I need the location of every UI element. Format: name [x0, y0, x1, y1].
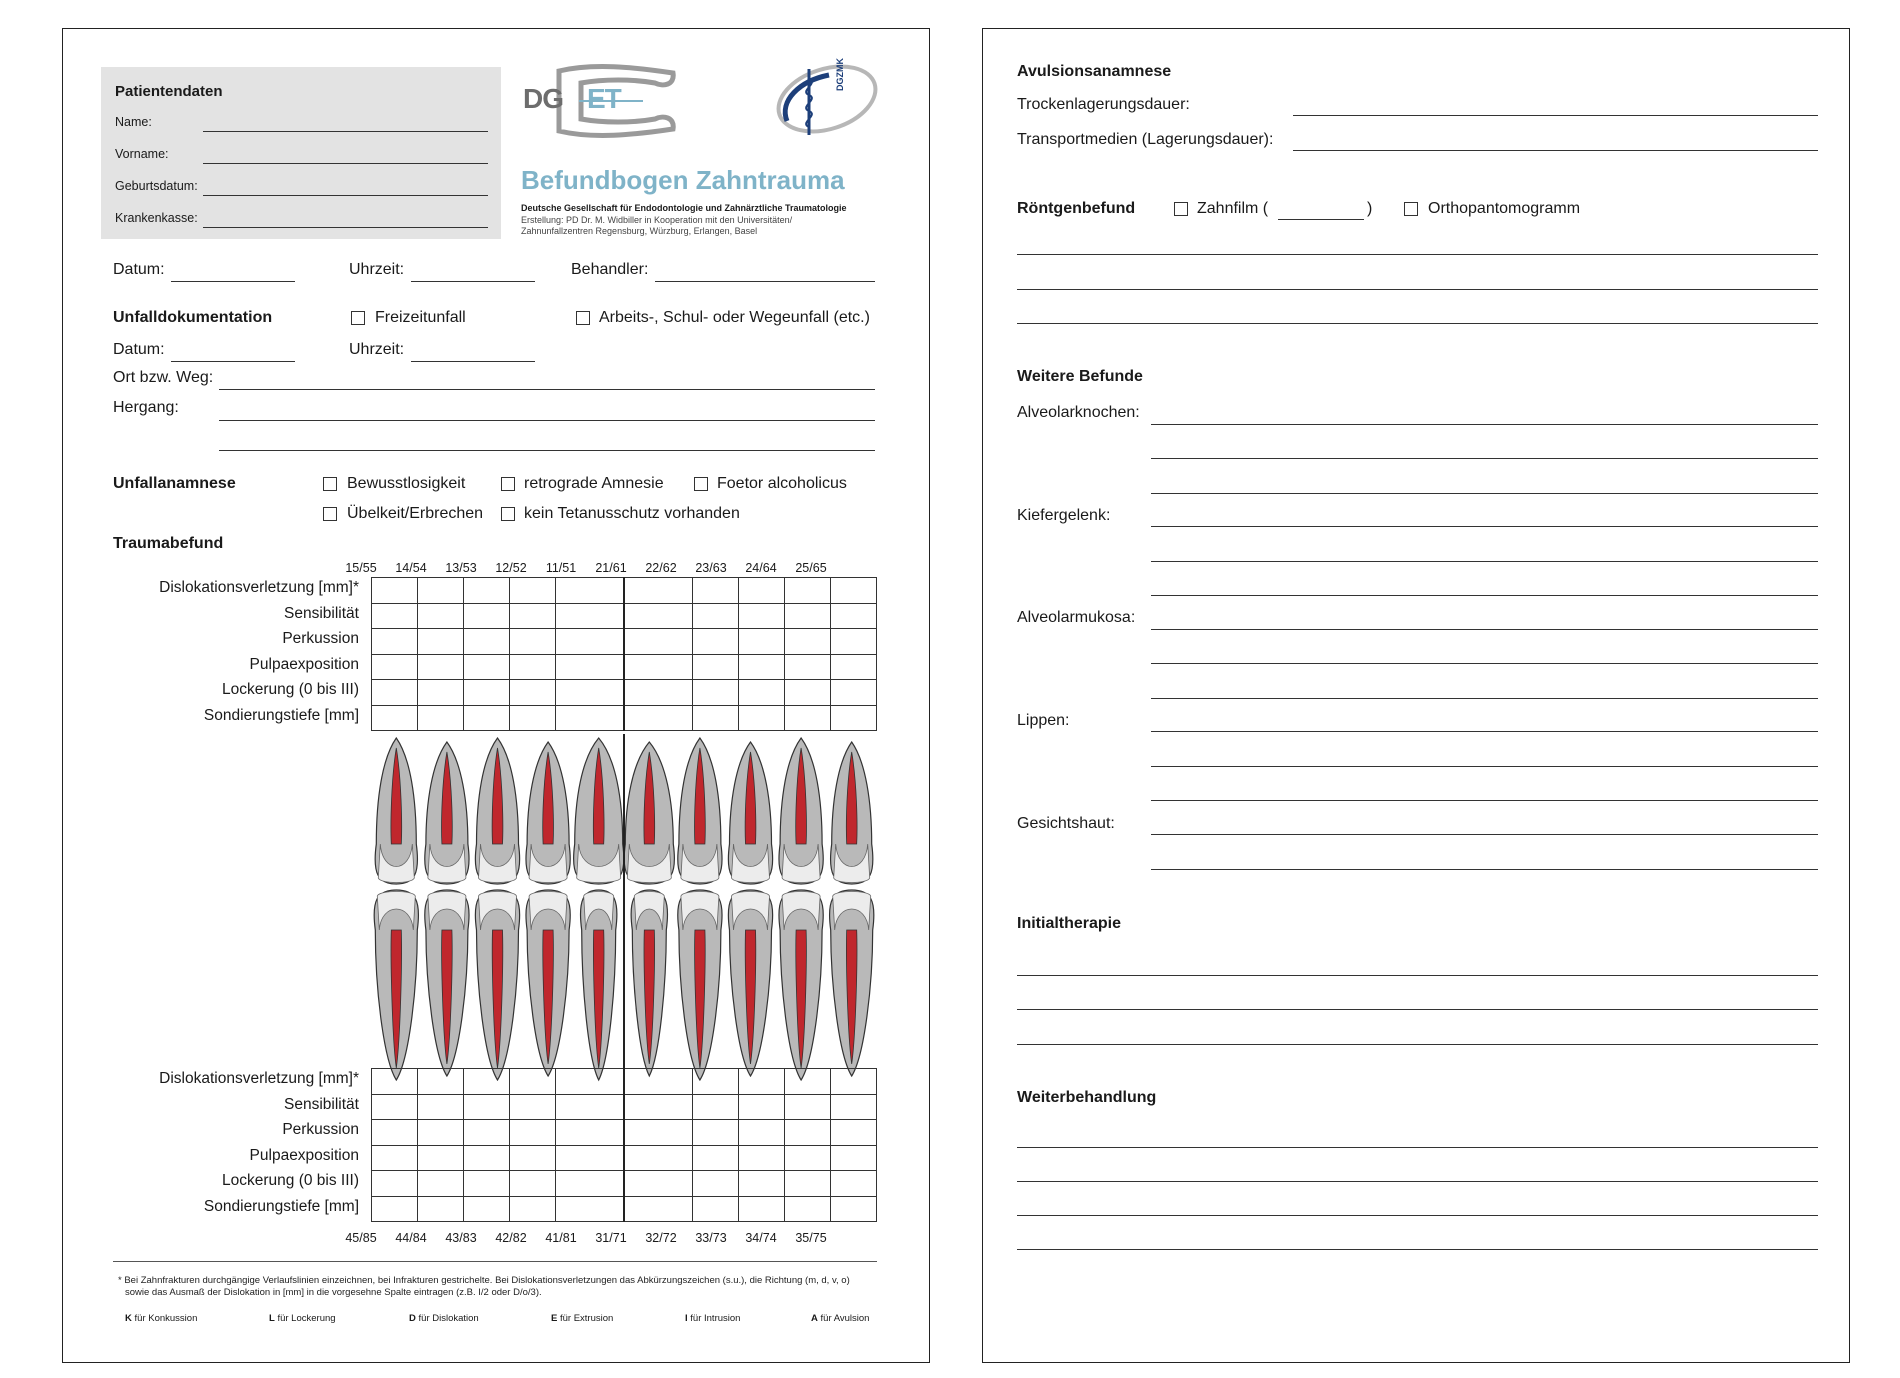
grid-cell[interactable] — [693, 1145, 739, 1171]
grid-cell[interactable] — [509, 680, 555, 706]
org-name: Deutsche Gesellschaft für Endodontologie und Zahnärztliche Traumatologie — [521, 203, 847, 213]
avulsion-heading: Avulsionsanamnese — [1017, 63, 1172, 80]
trocken-label: Trockenlagerungsdauer: — [1017, 96, 1190, 113]
grid-cell[interactable] — [417, 629, 463, 655]
grid-cell[interactable] — [372, 629, 418, 655]
tooth-number: 12/52 — [495, 561, 527, 575]
grid-cell[interactable] — [739, 1069, 785, 1095]
zahnfilm-close: ) — [1367, 200, 1373, 217]
alveolarmukosa-field-3[interactable] — [1151, 698, 1818, 699]
grid-cell[interactable] — [372, 1145, 418, 1171]
grid-cell[interactable] — [417, 603, 463, 629]
gesichtshaut-field-2[interactable] — [1151, 869, 1818, 870]
grid-row — [372, 578, 877, 604]
geburtsdatum-field[interactable] — [203, 195, 488, 196]
opg-label: Orthopantomogramm — [1428, 200, 1581, 217]
bewusstlosigkeit-checkbox[interactable] — [323, 477, 337, 491]
uebelkeit-label: Übelkeit/Erbrechen — [347, 505, 484, 522]
ort-field[interactable] — [219, 389, 875, 390]
grid-cell[interactable] — [624, 1120, 693, 1146]
tetanus-label: kein Tetanusschutz vorhanden — [524, 505, 740, 522]
arbeit-label: Arbeits-, Schul- oder Wegeunfall (etc.) — [599, 309, 870, 326]
upper-row-label: Sensibilität — [284, 605, 359, 622]
grid-cell[interactable] — [555, 1094, 624, 1120]
grid-cell[interactable] — [372, 1094, 418, 1120]
weiterbehandlung-heading: Weiterbehandlung — [1017, 1089, 1157, 1106]
tooth-number: 44/84 — [395, 1231, 427, 1245]
grid-row — [372, 603, 877, 629]
grid-cell[interactable] — [693, 1171, 739, 1197]
grid-cell[interactable] — [417, 1120, 463, 1146]
tooth-number: 43/83 — [445, 1231, 477, 1245]
unfall-uhrzeit-field[interactable] — [411, 361, 535, 362]
alveolarknochen-label: Alveolarknochen: — [1017, 404, 1140, 421]
dgzmk-logo — [769, 58, 879, 141]
tooth-number: 35/75 — [795, 1231, 827, 1245]
grid-cell[interactable] — [372, 705, 418, 731]
freizeit-label: Freizeitunfall — [375, 309, 466, 326]
bewusstlosigkeit-label: Bewusstlosigkeit — [347, 475, 466, 492]
grid-cell[interactable] — [509, 1069, 555, 1095]
grid-row — [372, 1094, 877, 1120]
grid-cell[interactable] — [693, 1094, 739, 1120]
kiefergelenk-field-2[interactable] — [1151, 561, 1818, 562]
grid-cell[interactable] — [624, 1196, 693, 1222]
grid-cell[interactable] — [739, 1196, 785, 1222]
grid-cell[interactable] — [739, 1094, 785, 1120]
grid-cell[interactable] — [372, 578, 418, 604]
weitere-heading: Weitere Befunde — [1017, 368, 1143, 385]
gesichtshaut-field-1[interactable] — [1151, 834, 1818, 835]
lower-row-label: Pulpaexposition — [249, 1147, 359, 1164]
grid-cell[interactable] — [693, 705, 739, 731]
form-page-1 — [62, 28, 930, 1363]
roentgen-line-2[interactable] — [1017, 289, 1818, 290]
grid-cell[interactable] — [509, 1196, 555, 1222]
tooth-number: 13/53 — [445, 561, 477, 575]
amnesie-checkbox[interactable] — [501, 477, 515, 491]
dget-logo-et: ET — [587, 83, 621, 114]
grid-cell[interactable] — [785, 1145, 831, 1171]
grid-cell[interactable] — [739, 603, 785, 629]
unfall-datum-field[interactable] — [171, 361, 295, 362]
grid-cell[interactable] — [372, 1069, 418, 1095]
grid-cell[interactable] — [831, 654, 877, 680]
vorname-field[interactable] — [203, 163, 488, 164]
grid-cell[interactable] — [463, 705, 509, 731]
grid-cell[interactable] — [463, 1171, 509, 1197]
unfall-uhrzeit-label: Uhrzeit: — [349, 341, 405, 358]
krankenkasse-field[interactable] — [203, 227, 488, 228]
krankenkasse-label: Krankenkasse: — [115, 211, 198, 225]
grid-cell[interactable] — [785, 629, 831, 655]
tooth-number: 34/74 — [745, 1231, 777, 1245]
grid-cell[interactable] — [624, 1094, 693, 1120]
roentgen-line-3[interactable] — [1017, 323, 1818, 324]
grid-cell[interactable] — [555, 1196, 624, 1222]
alveolarknochen-field-2[interactable] — [1151, 458, 1818, 459]
alveolarmukosa-field-1[interactable] — [1151, 629, 1818, 630]
upper-row-label: Dislokationsverletzung [mm]* — [159, 579, 359, 596]
grid-cell[interactable] — [417, 680, 463, 706]
grid-cell[interactable] — [509, 603, 555, 629]
tooth-number: 31/71 — [595, 1231, 627, 1245]
grid-cell[interactable] — [739, 654, 785, 680]
grid-cell[interactable] — [624, 603, 693, 629]
grid-cell[interactable] — [831, 578, 877, 604]
grid-cell[interactable] — [785, 654, 831, 680]
weiterbehandlung-line-3[interactable] — [1017, 1215, 1818, 1216]
ort-label: Ort bzw. Weg: — [113, 369, 214, 386]
tooth-number: 32/72 — [645, 1231, 677, 1245]
upper-row-label: Perkussion — [282, 630, 359, 647]
grid-cell[interactable] — [509, 629, 555, 655]
grid-cell[interactable] — [624, 654, 693, 680]
grid-cell[interactable] — [624, 629, 693, 655]
grid-cell[interactable] — [831, 629, 877, 655]
tooth-number: 25/65 — [795, 561, 827, 575]
lippen-field-1[interactable] — [1151, 731, 1818, 732]
patient-heading: Patientendaten — [115, 83, 223, 100]
grid-cell[interactable] — [693, 629, 739, 655]
weiterbehandlung-line-2[interactable] — [1017, 1181, 1818, 1182]
grid-cell[interactable] — [417, 1196, 463, 1222]
lower-row-label: Perkussion — [282, 1121, 359, 1138]
hergang-label: Hergang: — [113, 399, 179, 416]
behandler-label: Behandler: — [571, 261, 649, 278]
grid-cell[interactable] — [831, 1145, 877, 1171]
grid-cell[interactable] — [463, 1145, 509, 1171]
kiefergelenk-field-1[interactable] — [1151, 526, 1818, 527]
transport-field[interactable] — [1293, 150, 1818, 151]
grid-cell[interactable] — [555, 1120, 624, 1146]
grid-cell[interactable] — [624, 578, 693, 604]
grid-cell[interactable] — [624, 1145, 693, 1171]
grid-cell[interactable] — [372, 1171, 418, 1197]
form-title: Befundbogen Zahntrauma — [521, 165, 845, 195]
initial-line-1[interactable] — [1017, 975, 1818, 976]
grid-cell[interactable] — [509, 654, 555, 680]
opg-checkbox[interactable] — [1404, 202, 1418, 216]
uhrzeit-field[interactable] — [411, 281, 535, 282]
behandler-field[interactable] — [655, 281, 875, 282]
grid-cell[interactable] — [739, 1120, 785, 1146]
uhrzeit-label: Uhrzeit: — [349, 261, 405, 278]
grid-cell[interactable] — [372, 1120, 418, 1146]
grid-cell[interactable] — [831, 1120, 877, 1146]
grid-cell[interactable] — [624, 680, 693, 706]
unfalldoku-heading: Unfalldokumentation — [113, 309, 273, 326]
grid-cell[interactable] — [463, 578, 509, 604]
lippen-field-3[interactable] — [1151, 800, 1818, 801]
dget-logo-dg: DG — [523, 83, 563, 114]
grid-cell[interactable] — [417, 654, 463, 680]
upper-row-label: Lockerung (0 bis III) — [222, 681, 359, 698]
grid-cell[interactable] — [739, 1171, 785, 1197]
grid-cell[interactable] — [831, 1094, 877, 1120]
kiefergelenk-field-3[interactable] — [1151, 595, 1818, 596]
grid-cell[interactable] — [417, 1069, 463, 1095]
patient-data-box — [101, 67, 501, 239]
tooth-number: 42/82 — [495, 1231, 527, 1245]
grid-cell[interactable] — [463, 603, 509, 629]
tooth-number: 45/85 — [345, 1231, 377, 1245]
grid-cell[interactable] — [555, 1069, 624, 1095]
grid-cell[interactable] — [693, 578, 739, 604]
grid-cell[interactable] — [555, 705, 624, 731]
grid-cell[interactable] — [509, 705, 555, 731]
hergang-field-1[interactable] — [219, 420, 875, 421]
vorname-label: Vorname: — [115, 147, 169, 161]
grid-cell[interactable] — [555, 629, 624, 655]
legend-item: E für Extrusion — [551, 1313, 614, 1324]
grid-cell[interactable] — [555, 578, 624, 604]
tooth-number: 41/81 — [545, 1231, 577, 1245]
grid-cell[interactable] — [831, 1069, 877, 1095]
grid-row — [372, 1069, 877, 1095]
transport-label: Transportmedien (Lagerungsdauer): — [1017, 131, 1274, 148]
grid-cell[interactable] — [785, 1120, 831, 1146]
grid-cell[interactable] — [509, 1120, 555, 1146]
dgzmk-logo-text: DGZMK — [835, 58, 845, 91]
zahnfilm-label: Zahnfilm ( — [1197, 200, 1269, 217]
grid-cell[interactable] — [509, 1171, 555, 1197]
legend-item: K für Konkussion — [125, 1313, 198, 1324]
grid-cell[interactable] — [463, 680, 509, 706]
grid-cell[interactable] — [739, 578, 785, 604]
name-field[interactable] — [203, 131, 488, 132]
tooth-number: 15/55 — [345, 561, 377, 575]
grid-cell[interactable] — [372, 603, 418, 629]
lower-row-label: Sensibilität — [284, 1096, 359, 1113]
grid-cell[interactable] — [785, 1196, 831, 1222]
freizeit-checkbox[interactable] — [351, 311, 365, 325]
grid-cell[interactable] — [372, 654, 418, 680]
grid-cell[interactable] — [463, 1069, 509, 1095]
grid-row — [372, 654, 877, 680]
initial-line-3[interactable] — [1017, 1044, 1818, 1045]
grid-cell[interactable] — [463, 1196, 509, 1222]
alveolarmukosa-field-2[interactable] — [1151, 663, 1818, 664]
arbeit-checkbox[interactable] — [576, 311, 590, 325]
grid-row — [372, 629, 877, 655]
legend-item: A für Avulsion — [811, 1313, 870, 1324]
footnote-line-2: sowie das Ausmaß der Dislokation in [mm] in die vorgesehne Spalte eintragen (z.B. I/2 oder D/o/3). — [125, 1287, 542, 1298]
tooth-number: 24/64 — [745, 561, 777, 575]
grid-cell[interactable] — [831, 705, 877, 731]
traumabefund-heading: Traumabefund — [113, 535, 224, 552]
upper-findings-grid[interactable] — [371, 577, 877, 731]
unfallanamnese-heading: Unfallanamnese — [113, 475, 236, 492]
grid-cell[interactable] — [509, 1094, 555, 1120]
grid-cell[interactable] — [555, 1171, 624, 1197]
lower-row-label: Sondierungstiefe [mm] — [203, 1198, 359, 1215]
grid-cell[interactable] — [555, 680, 624, 706]
legend-item: L für Lockerung — [269, 1313, 336, 1324]
grid-row — [372, 1171, 877, 1197]
grid-cell[interactable] — [417, 1094, 463, 1120]
grid-cell[interactable] — [785, 1094, 831, 1120]
name-label: Name: — [115, 115, 152, 129]
form-page-2 — [982, 28, 1850, 1363]
initial-heading: Initialtherapie — [1017, 915, 1122, 932]
grid-cell[interactable] — [831, 1171, 877, 1197]
teeth-diagram — [371, 734, 877, 1086]
credit-line-1: Erstellung: PD Dr. M. Widbiller in Kooperation mit den Universitäten/ — [521, 215, 793, 225]
grid-cell[interactable] — [693, 1196, 739, 1222]
alveolarmukosa-label: Alveolarmukosa: — [1017, 609, 1136, 626]
grid-cell[interactable] — [372, 1196, 418, 1222]
zahnfilm-checkbox[interactable] — [1174, 202, 1188, 216]
tooth-number: 11/51 — [545, 561, 577, 575]
alveolarknochen-field-1[interactable] — [1151, 424, 1818, 425]
grid-cell[interactable] — [624, 1069, 693, 1095]
grid-cell[interactable] — [693, 1069, 739, 1095]
grid-cell[interactable] — [417, 1145, 463, 1171]
grid-cell[interactable] — [417, 705, 463, 731]
grid-cell[interactable] — [463, 629, 509, 655]
grid-cell[interactable] — [693, 603, 739, 629]
grid-cell[interactable] — [739, 705, 785, 731]
grid-cell[interactable] — [624, 1171, 693, 1197]
hergang-field-2[interactable] — [219, 450, 875, 451]
grid-cell[interactable] — [555, 603, 624, 629]
tetanus-checkbox[interactable] — [501, 507, 515, 521]
weiterbehandlung-line-1[interactable] — [1017, 1147, 1818, 1148]
datum-field[interactable] — [171, 281, 295, 282]
weiterbehandlung-line-4[interactable] — [1017, 1249, 1818, 1250]
grid-cell[interactable] — [372, 680, 418, 706]
tooth-number: 33/73 — [695, 1231, 727, 1245]
trocken-field[interactable] — [1293, 115, 1818, 116]
grid-cell[interactable] — [555, 654, 624, 680]
lippen-label: Lippen: — [1017, 712, 1070, 729]
lippen-field-2[interactable] — [1151, 766, 1818, 767]
grid-cell[interactable] — [509, 578, 555, 604]
tooth-number: 21/61 — [595, 561, 627, 575]
grid-row — [372, 680, 877, 706]
upper-row-label: Sondierungstiefe [mm] — [203, 707, 359, 724]
grid-cell[interactable] — [555, 1145, 624, 1171]
lower-row-label: Lockerung (0 bis III) — [222, 1172, 359, 1189]
grid-cell[interactable] — [785, 1069, 831, 1095]
grid-cell[interactable] — [417, 578, 463, 604]
geburtsdatum-label: Geburtsdatum: — [115, 179, 198, 193]
grid-cell[interactable] — [463, 654, 509, 680]
grid-cell[interactable] — [739, 1145, 785, 1171]
grid-cell[interactable] — [785, 578, 831, 604]
grid-cell[interactable] — [739, 680, 785, 706]
dget-logo — [523, 61, 703, 141]
grid-row — [372, 1120, 877, 1146]
footer-divider — [113, 1261, 877, 1262]
unfall-datum-label: Datum: — [113, 341, 165, 358]
lower-findings-grid[interactable] — [371, 1068, 877, 1222]
amnesie-label: retrograde Amnesie — [524, 475, 664, 492]
upper-row-label: Pulpaexposition — [249, 656, 359, 673]
grid-cell[interactable] — [509, 1145, 555, 1171]
grid-cell[interactable] — [693, 654, 739, 680]
grid-cell[interactable] — [417, 1171, 463, 1197]
grid-cell[interactable] — [785, 705, 831, 731]
initial-line-2[interactable] — [1017, 1009, 1818, 1010]
grid-row — [372, 705, 877, 731]
grid-cell[interactable] — [463, 1094, 509, 1120]
gesichtshaut-label: Gesichtshaut: — [1017, 815, 1115, 832]
tooth-number: 14/54 — [395, 561, 427, 575]
roentgen-heading: Röntgenbefund — [1017, 200, 1136, 217]
tooth-number: 22/62 — [645, 561, 677, 575]
lower-row-label: Dislokationsverletzung [mm]* — [159, 1070, 359, 1087]
credit-line-2: Zahnunfallzentren Regensburg, Würzburg, Erlangen, Basel — [521, 226, 758, 236]
grid-cell[interactable] — [785, 680, 831, 706]
grid-cell[interactable] — [624, 705, 693, 731]
grid-cell[interactable] — [463, 1120, 509, 1146]
grid-cell[interactable] — [831, 1196, 877, 1222]
foetor-label: Foetor alcoholicus — [717, 475, 847, 492]
tooth-number: 23/63 — [695, 561, 727, 575]
grid-cell[interactable] — [739, 629, 785, 655]
footnote-line-1: * Bei Zahnfrakturen durchgängige Verlaufslinien einzeichnen, bei Infrakturen gestrichelte. Bei Dislokationsverletzungen das Abkürzungszeichen (s.u.), die Richtung (m, d, v, o) — [118, 1275, 850, 1286]
grid-cell[interactable] — [693, 680, 739, 706]
grid-cell[interactable] — [831, 680, 877, 706]
grid-cell[interactable] — [785, 603, 831, 629]
legend-item: D für Dislokation — [409, 1313, 479, 1324]
roentgen-line-1[interactable] — [1017, 254, 1818, 255]
alveolarknochen-field-3[interactable] — [1151, 493, 1818, 494]
foetor-checkbox[interactable] — [694, 477, 708, 491]
legend-item: I für Intrusion — [685, 1313, 741, 1324]
zahnfilm-field[interactable] — [1278, 219, 1364, 220]
grid-cell[interactable] — [785, 1171, 831, 1197]
grid-row — [372, 1145, 877, 1171]
grid-cell[interactable] — [693, 1120, 739, 1146]
grid-row — [372, 1196, 877, 1222]
grid-cell[interactable] — [831, 603, 877, 629]
datum-label: Datum: — [113, 261, 165, 278]
uebelkeit-checkbox[interactable] — [323, 507, 337, 521]
kiefergelenk-label: Kiefergelenk: — [1017, 507, 1111, 524]
